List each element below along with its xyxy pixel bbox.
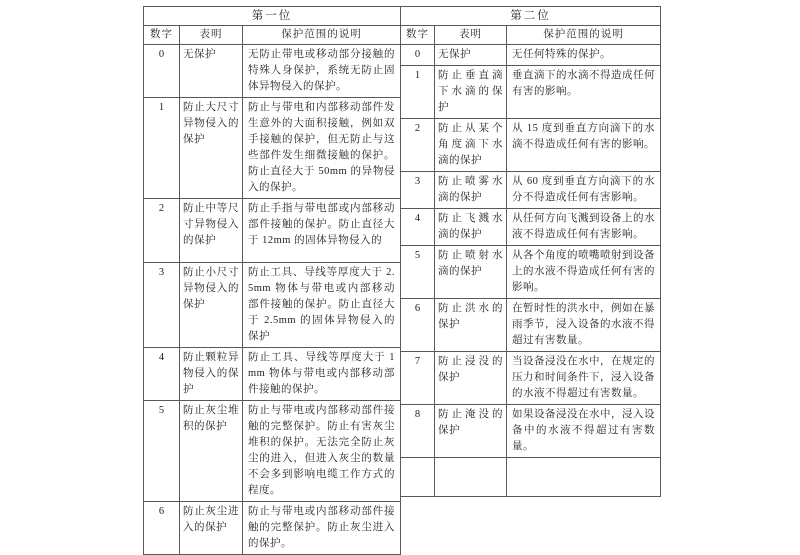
digit-cell: 2: [401, 119, 435, 172]
table-row: [401, 209, 661, 246]
desc-cell: 防止与带电或内部移动部件接触的完整保护。防止灰尘进入的保护。: [243, 502, 401, 555]
desc-cell: 防止工具、导线等厚度大于 2.5mm 物体与带电或内部移动部件接触的保护。防止直径大于 2.5mm 的固体异物侵入的保护: [243, 263, 401, 348]
desc-cell: 如果设备浸没在水中，浸入设备中的水液不得超过有害数量。: [507, 405, 661, 458]
label-cell: 防止颗粒异物侵入的保护: [180, 348, 243, 401]
table-second-digit: [400, 6, 661, 497]
table-row: [401, 172, 661, 209]
table-row: [401, 299, 661, 352]
digit-cell: 3: [401, 172, 435, 209]
table-row: [401, 352, 661, 405]
digit-cell: 1: [144, 98, 180, 199]
digit-cell: 1: [401, 66, 435, 119]
table-row: [144, 199, 401, 263]
label-cell: 无保护: [180, 45, 243, 98]
label-cell: 防止喷射水滴的保护: [435, 246, 507, 299]
digit-cell: 0: [401, 45, 435, 66]
digit-cell: 6: [144, 502, 180, 555]
digit-cell: 4: [401, 209, 435, 246]
label-cell: 防止小尺寸异物侵入的保护: [180, 263, 243, 348]
digit-cell: 0: [144, 45, 180, 98]
col-header-desc: 保护范围的说明: [243, 26, 401, 45]
label-cell: 防止喷雾水滴的保护: [435, 172, 507, 209]
label-cell: 防止垂直滴下水滴的保护: [435, 66, 507, 119]
digit-cell: 5: [144, 401, 180, 502]
table-row: [401, 405, 661, 458]
desc-cell: 防止与带电和内部移动部件发生意外的大面积接触，例如双手接触的保护，但无防止与这些部件发生细微接触的保护。防止直径大于 50mm 的异物侵入的保护。: [243, 98, 401, 199]
label-cell: 无保护: [435, 45, 507, 66]
empty-cell: [401, 458, 435, 497]
col-header-label: 表明: [180, 26, 243, 45]
section-title: 第一位: [144, 7, 401, 26]
desc-cell: 垂直滴下的水滴不得造成任何有害的影响。: [507, 66, 661, 119]
section-title: 第二位: [401, 7, 661, 26]
digit-cell: 7: [401, 352, 435, 405]
table-row: [401, 66, 661, 119]
desc-cell: 防止工具、导线等厚度大于 1mm 物体与带电或内部移动部件接触的保护。: [243, 348, 401, 401]
digit-cell: 6: [401, 299, 435, 352]
digit-cell: 2: [144, 199, 180, 263]
empty-row: [401, 458, 661, 497]
desc-cell: 防止手指与带电部或内部移动部件接触的保护。防止直径大于 12mm 的固体异物侵入的: [243, 199, 401, 263]
desc-cell: 无任何特殊的保护。: [507, 45, 661, 66]
desc-cell: 当设备浸没在水中，在规定的压力和时间条件下，浸入设备的水液不得超过有害数量。: [507, 352, 661, 405]
label-cell: 防止淹没的保护: [435, 405, 507, 458]
table-row: [144, 348, 401, 401]
label-cell: 防止洪水的保护: [435, 299, 507, 352]
label-cell: 防止灰尘堆积的保护: [180, 401, 243, 502]
col-header-digit: 数字: [144, 26, 180, 45]
label-cell: 防止飞溅水滴的保护: [435, 209, 507, 246]
table-row: [401, 45, 661, 66]
label-cell: 防止从某个角度滴下水滴的保护: [435, 119, 507, 172]
digit-cell: 3: [144, 263, 180, 348]
label-cell: 防止中等尺寸异物侵入的保护: [180, 199, 243, 263]
desc-cell: 从各个角度的喷嘴喷射到设备上的水液不得造成任何有害的影响。: [507, 246, 661, 299]
desc-cell: 从任何方向飞溅到设备上的水液不得造成任何有害影响。: [507, 209, 661, 246]
digit-cell: 8: [401, 405, 435, 458]
col-header-label: 表明: [435, 26, 507, 45]
desc-cell: 从 60 度到垂直方向滴下的水分不得造成任何有害影响。: [507, 172, 661, 209]
table-row: [144, 401, 401, 502]
table-first-digit: [143, 6, 401, 555]
digit-cell: 5: [401, 246, 435, 299]
table-row: [144, 263, 401, 348]
col-header-desc: 保护范围的说明: [507, 26, 661, 45]
label-cell: 防止浸没的保护: [435, 352, 507, 405]
empty-cell: [507, 458, 661, 497]
table-row: [401, 246, 661, 299]
table-row: [144, 98, 401, 199]
desc-cell: 在暂时性的洪水中，例如在暴雨季节，浸入设备的水液不得超过有害数量。: [507, 299, 661, 352]
table-row: [144, 502, 401, 555]
label-cell: 防止大尺寸异物侵入的保护: [180, 98, 243, 199]
digit-cell: 4: [144, 348, 180, 401]
table-row: [144, 45, 401, 98]
col-header-digit: 数字: [401, 26, 435, 45]
table-row: [401, 119, 661, 172]
desc-cell: 从 15 度到垂直方向滴下的水滴不得造成任何有害的影响。: [507, 119, 661, 172]
desc-cell: 防止与带电或内部移动部件接触的完整保护。防止有害灰尘堆积的保护。无法完全防止灰尘的进入，但进入灰尘的数量不会多到影响电缆工作方式的程度。: [243, 401, 401, 502]
label-cell: 防止灰尘进入的保护: [180, 502, 243, 555]
desc-cell: 无防止带电或移动部分接触的特殊人身保护，系统无防止固体异物侵入的保护。: [243, 45, 401, 98]
empty-cell: [435, 458, 507, 497]
ip-rating-table: [143, 6, 661, 555]
